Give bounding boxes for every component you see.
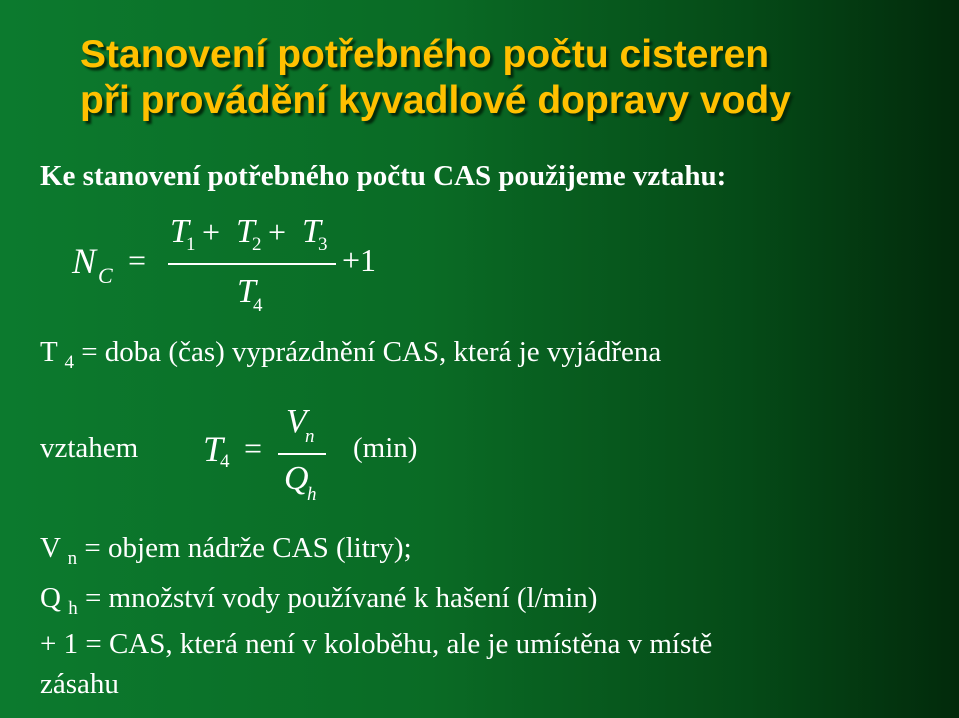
t4-def-text: = doba (čas) vyprázdnění CAS, která je vyjádřena — [81, 336, 662, 368]
vn-def-subscript: n — [67, 548, 78, 569]
note-line-2: zásahu — [40, 668, 119, 700]
slide-title-line-1: Stanovení potřebného počtu cisteren — [80, 33, 770, 76]
t3-symbol: T — [302, 213, 321, 250]
t2-subscript: 2 — [252, 234, 262, 255]
qh-def-subscript: h — [68, 598, 78, 619]
vn-def-symbol: V — [40, 532, 61, 564]
slide-title-line-2: při provádění kyvadlové dopravy vody — [80, 79, 791, 122]
vn-def-text: = objem nádrže CAS (litry); — [84, 532, 412, 564]
plus-one: +1 — [342, 242, 377, 278]
qh-definition — [40, 582, 597, 620]
fraction-bar-nc — [168, 263, 336, 265]
vn-symbol: V — [286, 403, 307, 440]
fraction-bar-t4 — [278, 453, 326, 455]
unit-min: (min) — [353, 432, 418, 464]
t4-def-subscript: 4 — [64, 352, 74, 373]
qh-symbol: Q — [284, 460, 309, 497]
t4-lhs-symbol: T — [203, 429, 224, 469]
intro-text: Ke stanovení potřebného počtu CAS použijeme vztahu: — [40, 160, 727, 192]
qh-def-text: = množství vody používané k hašení (l/min) — [84, 582, 598, 614]
vztahem-label: vztahem — [40, 432, 139, 464]
t4-denominator-symbol: T — [237, 273, 256, 310]
slide-title — [80, 32, 940, 124]
vn-subscript: n — [305, 426, 315, 447]
t4-equals: = — [244, 430, 263, 466]
t1-symbol: T — [170, 213, 189, 250]
t3-subscript: 3 — [318, 234, 328, 255]
t4-definition — [40, 336, 661, 374]
nc-equals: = — [128, 242, 147, 278]
nc-symbol: N — [72, 241, 97, 281]
vn-definition — [40, 532, 412, 570]
plus-2: + — [268, 214, 287, 250]
qh-subscript: h — [307, 484, 317, 505]
t4-denominator-subscript: 4 — [253, 295, 263, 316]
t4-def-symbol: T — [40, 336, 58, 368]
note-line-1: + 1 = CAS, která není v koloběhu, ale je umístěna v místě — [40, 628, 713, 660]
nc-subscript: C — [98, 263, 113, 288]
plus-1: + — [202, 214, 221, 250]
t2-symbol: T — [236, 213, 255, 250]
t1-subscript: 1 — [186, 234, 196, 255]
qh-def-symbol: Q — [40, 582, 61, 614]
t4-lhs-subscript: 4 — [220, 451, 230, 472]
